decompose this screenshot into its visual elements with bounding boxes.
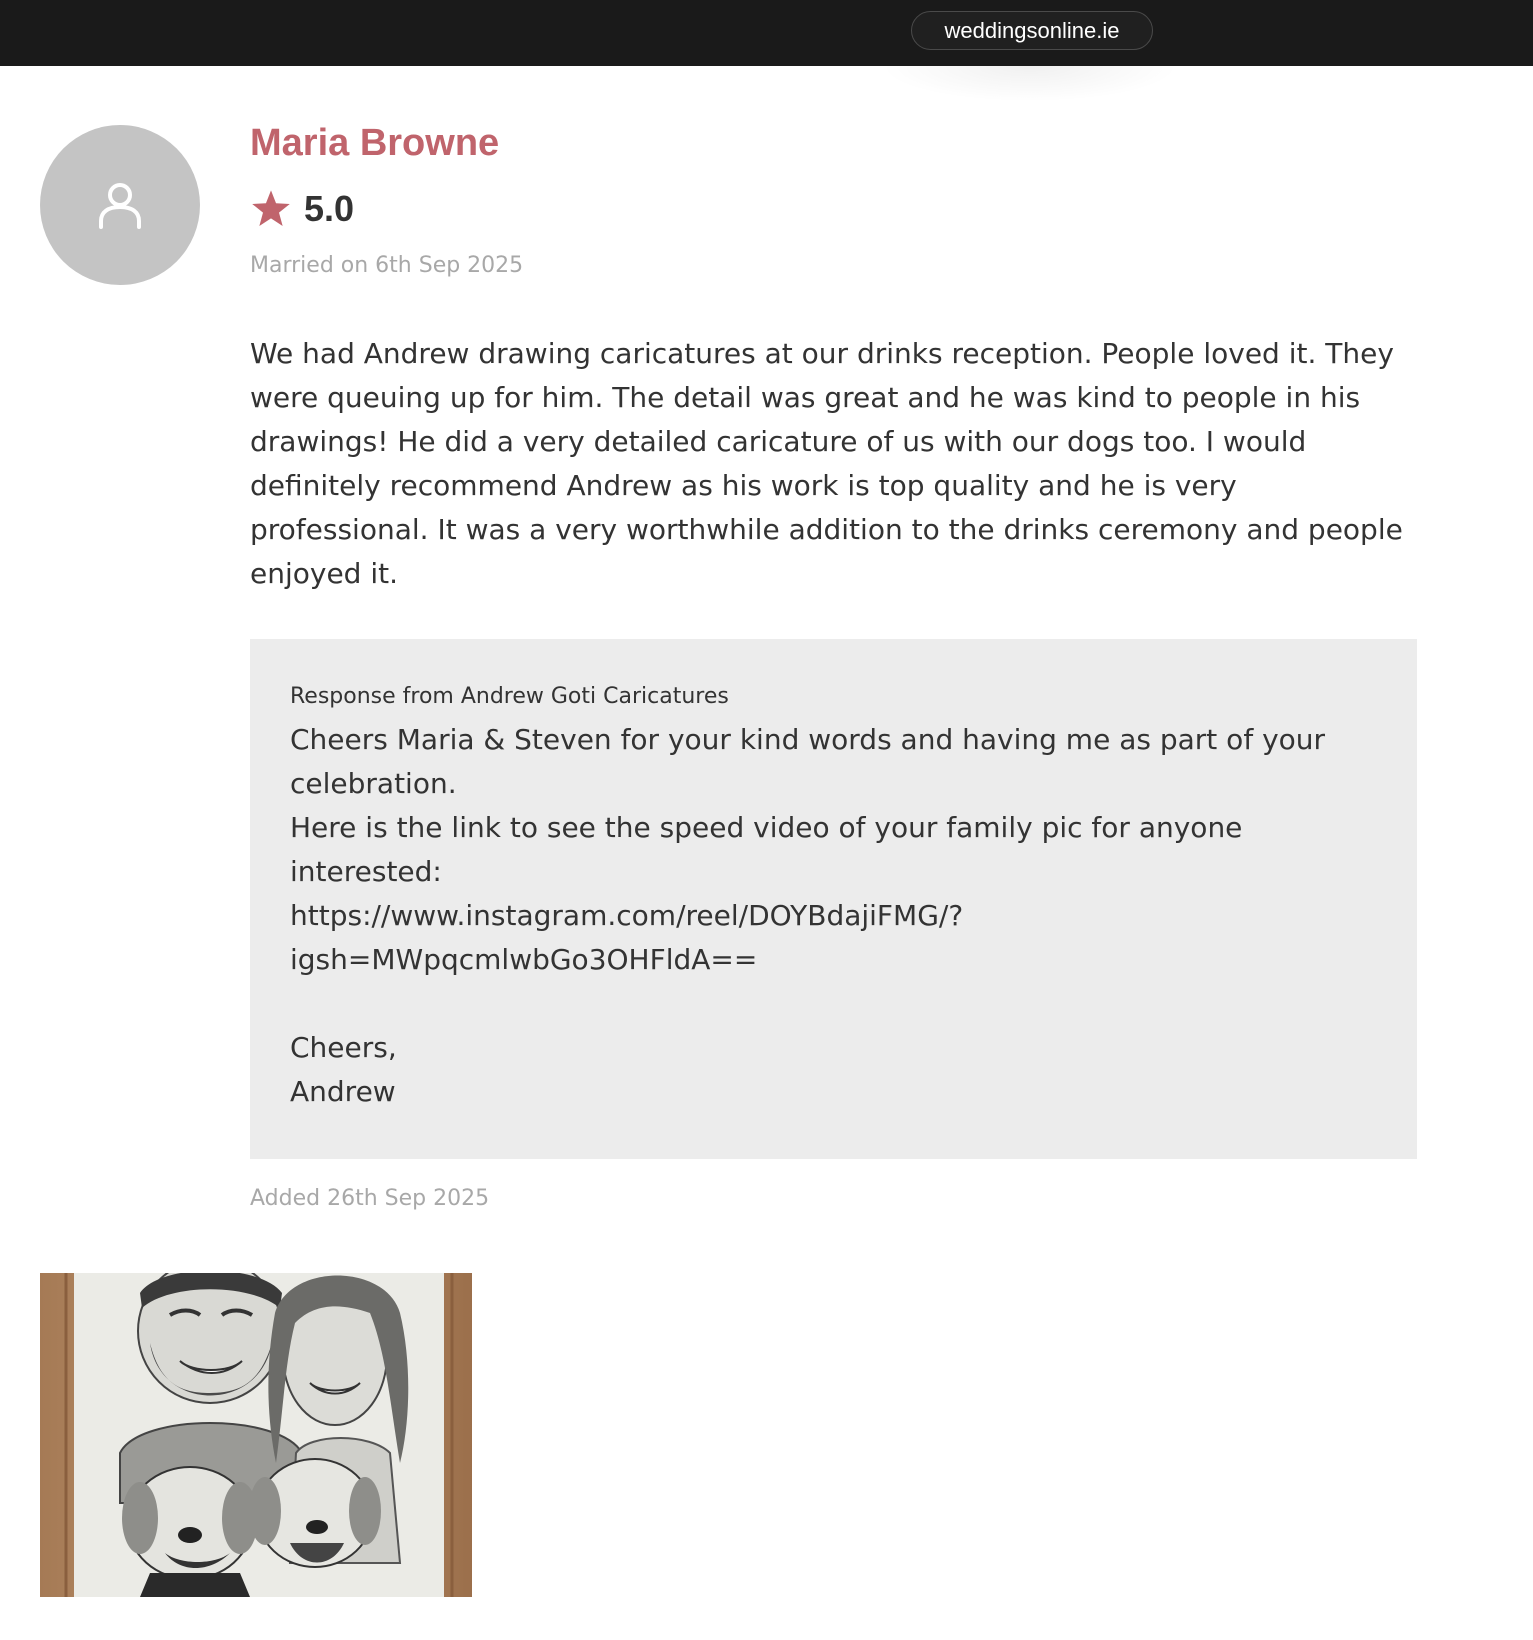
url-bar[interactable]: weddingsonline.ie <box>911 11 1153 50</box>
married-date: Married on 6th Sep 2025 <box>250 253 524 278</box>
response-title: Response from Andrew Goti Caricatures <box>290 684 729 709</box>
url-bar-shadow <box>880 66 1180 102</box>
rating <box>250 188 354 230</box>
review-text: We had Andrew drawing caricatures at our drinks reception. People loved it. They were queuing up for him. The detail was great and he was kind to people in his drawings! He did a very detailed caricature of us with our dogs too. I would definitely recommend Andrew as his work is top quality and he is very professional. It was a very worthwhile addition to the drinks ceremony and people enjoyed it. <box>250 337 1403 590</box>
user-icon <box>98 181 142 229</box>
rating-value: 5.0 <box>304 188 355 229</box>
vendor-response <box>250 639 1417 1159</box>
reviewer-name: Maria Browne <box>250 122 500 164</box>
response-body: Cheers Maria & Steven for your kind words and having me as part of your celebration. Here is the link to see the speed video of your family pic for anyone interested: https://www.instagram.com/reel/DOYBdajiFMG/? igsh=MWpqcmlwbGo3OHFldA== Cheers, Andrew <box>290 723 1326 1108</box>
avatar <box>40 125 200 285</box>
review-photo[interactable] <box>40 1273 472 1597</box>
added-date: Added 26th Sep 2025 <box>250 1186 490 1211</box>
caricature-drawing <box>40 1273 472 1597</box>
star-icon <box>250 189 292 229</box>
browser-top-bar <box>0 0 1533 66</box>
